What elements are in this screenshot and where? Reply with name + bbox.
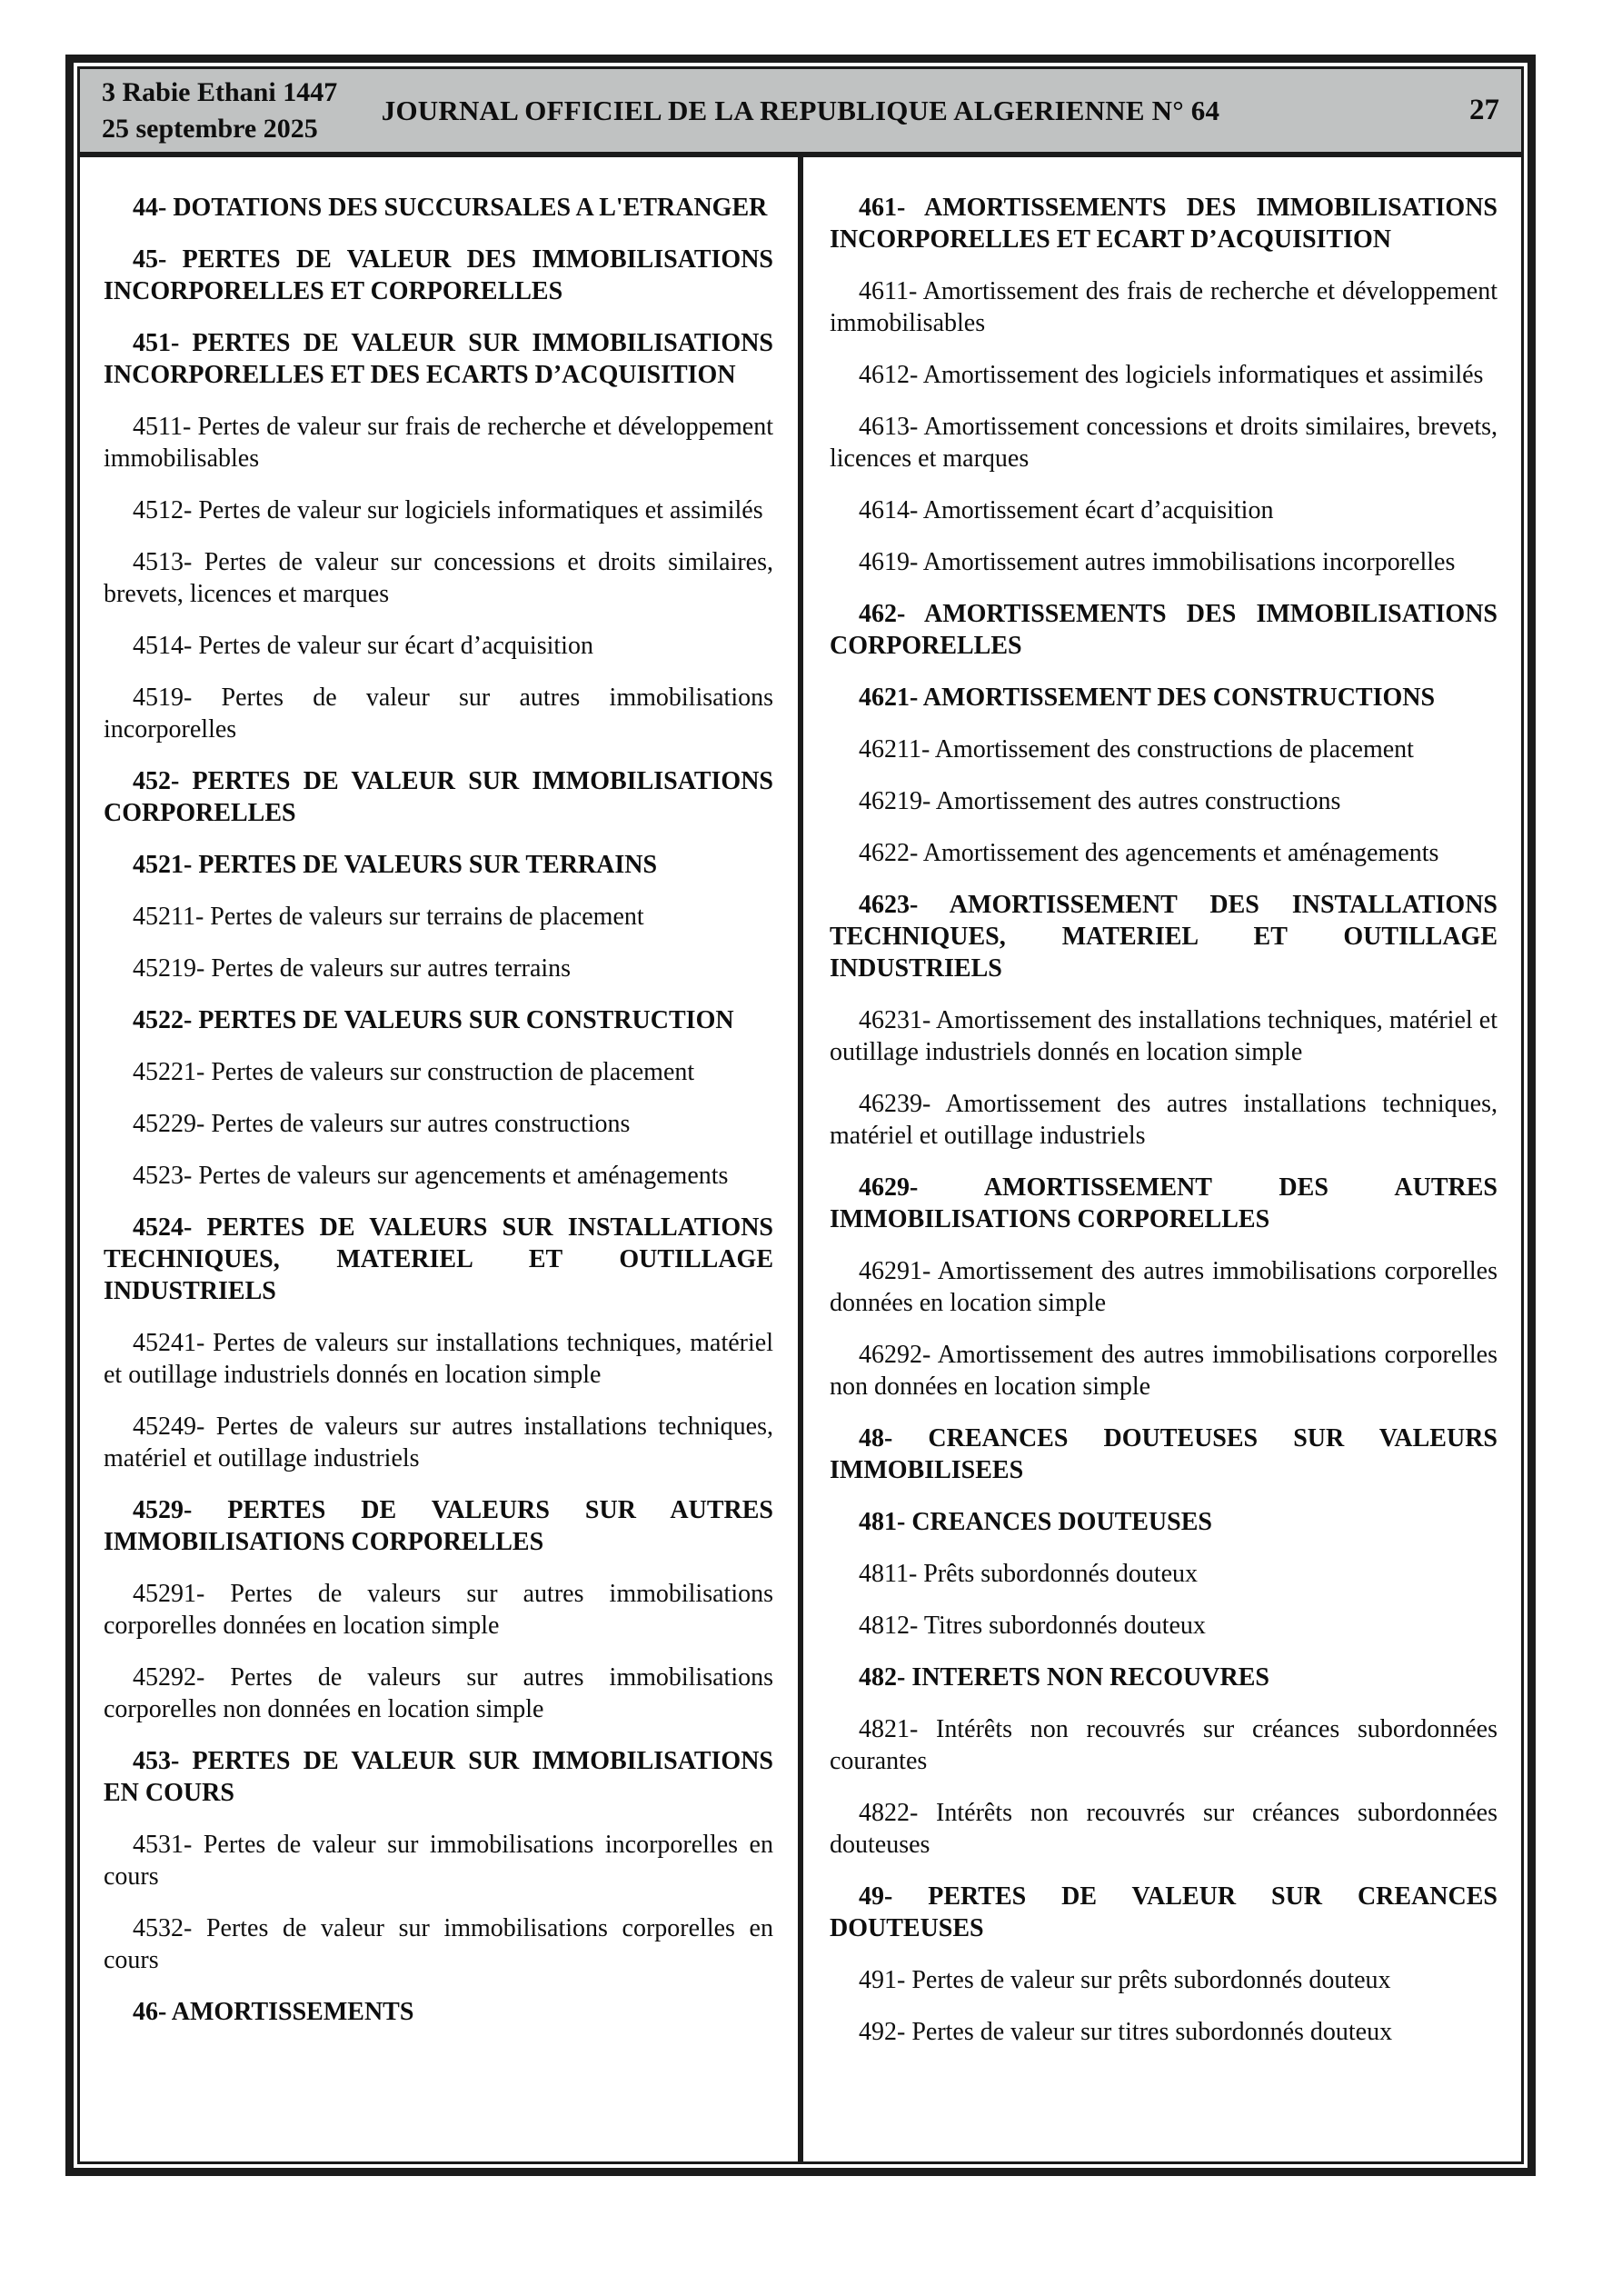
entry-paragraph: 482- INTERETS NON RECOUVRES [859, 1663, 1269, 1692]
entry-paragraph: 4811- Prêts subordonnés douteux [859, 1560, 1199, 1588]
entry-paragraph: 492- Pertes de valeur sur titres subordonnés douteux [859, 2018, 1393, 2046]
entry-paragraph: 451- PERTES DE VALEUR SUR IMMOBILISATIONS INCORPORELLES ET DES ECARTS D’ACQUISITION [104, 329, 773, 389]
header-title: JOURNAL OFFICIEL DE LA REPUBLIQUE ALGERIENNE N° 64 [381, 94, 1220, 126]
entry-paragraph: 452- PERTES DE VALEUR SUR IMMOBILISATIONS CORPORELLES [104, 767, 773, 827]
content-right-column [801, 192, 1521, 2161]
entry-paragraph: 46292- Amortissement des autres immobilisations corporelles non données en location simple [830, 1341, 1498, 1401]
entry-paragraph: 4532- Pertes de valeur sur immobilisations corporelles en cours [104, 1914, 773, 1974]
entry-paragraph: 46239- Amortissement des autres installations techniques, matériel et outillage industriels [830, 1090, 1498, 1150]
content-left-column [80, 192, 801, 2161]
entry-paragraph: 46291- Amortissement des autres immobilisations corporelles données en location simple [830, 1257, 1498, 1317]
entry-paragraph: 4514- Pertes de valeur sur écart d’acquisition [133, 632, 593, 660]
entry-paragraph: 4622- Amortissement des agencements et aménagements [859, 839, 1439, 867]
header-dates [102, 75, 337, 147]
entry-paragraph: 45249- Pertes de valeurs sur autres installations techniques, matériel et outillage industriels [104, 1413, 773, 1472]
page-frame-inner [77, 66, 1524, 2164]
entry-paragraph: 4822- Intérêts non recouvrés sur créances subordonnées douteuses [830, 1799, 1498, 1859]
entry-paragraph: 45291- Pertes de valeurs sur autres immobilisations corporelles données en location simple [104, 1580, 773, 1640]
entry-paragraph: 4812- Titres subordonnés douteux [859, 1612, 1206, 1640]
entry-paragraph: 4523- Pertes de valeurs sur agencements et aménagements [133, 1162, 729, 1190]
entry-paragraph: 461- AMORTISSEMENTS DES IMMOBILISATIONS INCORPORELLES ET ECART D’ACQUISITION [830, 194, 1498, 254]
page-header [80, 69, 1521, 157]
entry-paragraph: 46- AMORTISSEMENTS [133, 1998, 414, 2026]
entry-paragraph: 45292- Pertes de valeurs sur autres immobilisations corporelles non données en location simple [104, 1663, 773, 1723]
entry-paragraph: 49- PERTES DE VALEUR SUR CREANCES DOUTEUSES [830, 1882, 1498, 1942]
entry-paragraph: 4522- PERTES DE VALEURS SUR CONSTRUCTION [133, 1006, 734, 1034]
entry-paragraph: 45241- Pertes de valeurs sur installations techniques, matériel et outillage industriels donnés en location simple [104, 1329, 773, 1389]
entry-paragraph: 48- CREANCES DOUTEUSES SUR VALEURS IMMOBILISEES [830, 1424, 1498, 1484]
entry-paragraph: 4621- AMORTISSEMENT DES CONSTRUCTIONS [859, 684, 1436, 712]
entry-paragraph: 4623- AMORTISSEMENT DES INSTALLATIONS TECHNIQUES, MATERIEL ET OUTILLAGE INDUSTRIELS [830, 891, 1498, 983]
entry-paragraph: 4513- Pertes de valeur sur concessions et droits similaires, brevets, licences et marques [104, 548, 773, 608]
page-frame [65, 55, 1536, 2176]
entry-paragraph: 4524- PERTES DE VALEURS SUR INSTALLATIONS TECHNIQUES, MATERIEL ET OUTILLAGE INDUSTRIELS [104, 1213, 773, 1305]
entry-paragraph: 453- PERTES DE VALEUR SUR IMMOBILISATIONS EN COURS [104, 1747, 773, 1807]
entry-paragraph: 462- AMORTISSEMENTS DES IMMOBILISATIONS CORPORELLES [830, 600, 1498, 660]
entry-paragraph: 45221- Pertes de valeurs sur construction de placement [133, 1058, 695, 1086]
entry-paragraph: 481- CREANCES DOUTEUSES [859, 1508, 1212, 1536]
entry-paragraph: 4521- PERTES DE VALEURS SUR TERRAINS [133, 851, 658, 879]
header-date-gregorian: 25 septembre 2025 [102, 113, 318, 144]
entry-paragraph: 45229- Pertes de valeurs sur autres constructions [133, 1110, 631, 1138]
entry-paragraph: 4512- Pertes de valeur sur logiciels informatiques et assimilés [133, 496, 763, 524]
entry-paragraph: 45211- Pertes de valeurs sur terrains de placement [133, 903, 644, 931]
entry-paragraph: 491- Pertes de valeur sur prêts subordonnés douteux [859, 1966, 1391, 1994]
entry-paragraph: 46211- Amortissement des constructions de placement [859, 735, 1414, 764]
entry-paragraph: 4519- Pertes de valeur sur autres immobilisations incorporelles [104, 684, 773, 744]
column-divider [798, 157, 803, 2161]
entry-paragraph: 4613- Amortissement concessions et droits similaires, brevets, licences et marques [830, 413, 1498, 473]
entry-paragraph: 4821- Intérêts non recouvrés sur créances subordonnées courantes [830, 1715, 1498, 1775]
entry-paragraph: 4611- Amortissement des frais de recherche et développement immobilisables [830, 277, 1498, 337]
entry-paragraph: 45- PERTES DE VALEUR DES IMMOBILISATIONS INCORPORELLES ET CORPORELLES [104, 245, 773, 305]
entry-paragraph: 4612- Amortissement des logiciels informatiques et assimilés [859, 361, 1484, 389]
entry-paragraph: 4511- Pertes de valeur sur frais de recherche et développement immobilisables [104, 413, 773, 473]
entry-paragraph: 4531- Pertes de valeur sur immobilisations incorporelles en cours [104, 1831, 773, 1891]
entry-paragraph: 4614- Amortissement écart d’acquisition [859, 496, 1274, 524]
header-date-hijri: 3 Rabie Ethani 1447 [102, 76, 338, 107]
entry-paragraph: 46231- Amortissement des installations techniques, matériel et outillage industriels donnés en location simple [830, 1006, 1498, 1066]
header-page-number: 27 [1469, 94, 1499, 126]
entry-paragraph: 45219- Pertes de valeurs sur autres terrains [133, 954, 572, 983]
entry-paragraph: 44- DOTATIONS DES SUCCURSALES A L'ETRANGER [133, 194, 768, 222]
entry-paragraph: 4619- Amortissement autres immobilisations incorporelles [859, 548, 1456, 576]
entry-paragraph: 4629- AMORTISSEMENT DES AUTRES IMMOBILISATIONS CORPORELLES [830, 1173, 1498, 1233]
entry-paragraph: 46219- Amortissement des autres constructions [859, 787, 1341, 815]
page-content [80, 157, 1521, 2161]
entry-paragraph: 4529- PERTES DE VALEURS SUR AUTRES IMMOBILISATIONS CORPORELLES [104, 1496, 773, 1556]
